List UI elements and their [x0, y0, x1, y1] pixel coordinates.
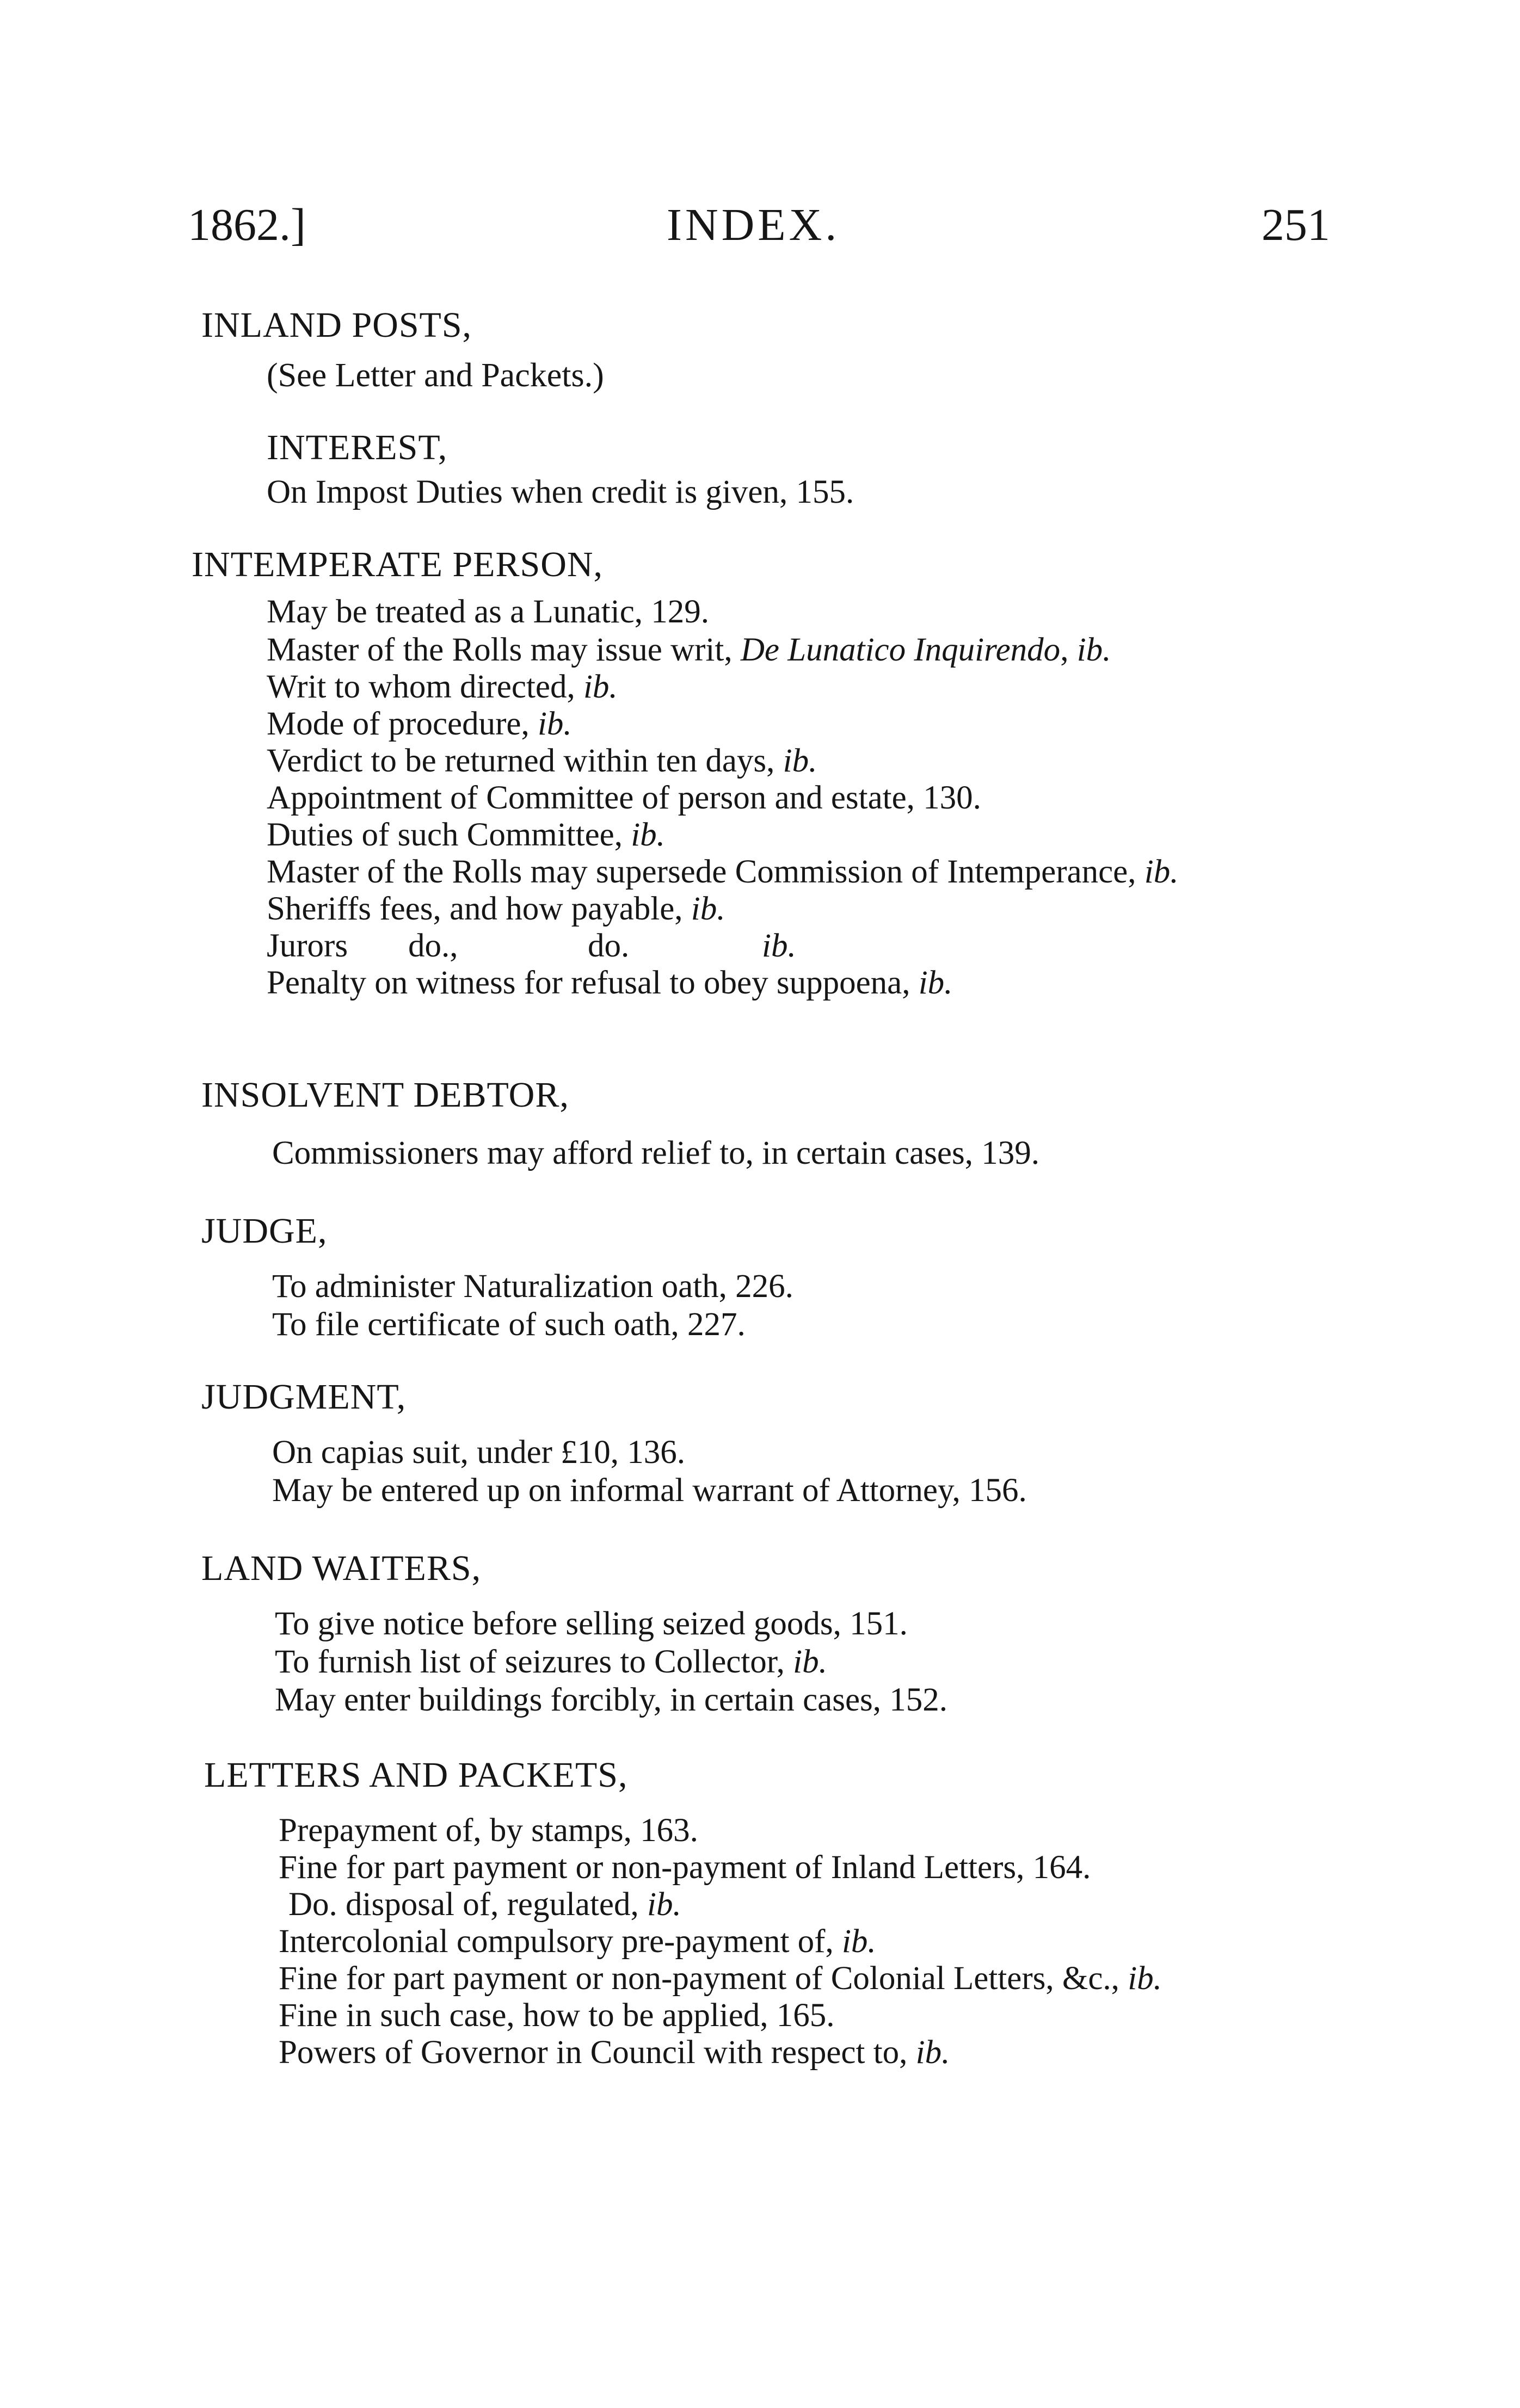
- entry-item: Master of the Rolls may issue writ, De Lunatico Inquirendo, ib.: [267, 632, 1111, 668]
- entry-item: Master of the Rolls may supersede Commission of Intemperance, ib.: [267, 854, 1179, 890]
- jurors-ibid: ib.: [762, 928, 796, 964]
- entry-item: Writ to whom directed, ib.: [267, 669, 618, 705]
- entry-item: Fine for part payment or non-payment of Colonial Letters, &c., ib.: [279, 1960, 1162, 1997]
- page-number: 251: [1261, 200, 1330, 250]
- entry-heading-land-waiters: LAND WAITERS,: [201, 1548, 482, 1588]
- entry-item: On capias suit, under £10, 136.: [272, 1434, 685, 1471]
- entry-heading-judgment: JUDGMENT,: [201, 1377, 407, 1417]
- entry-item: May enter buildings forcibly, in certain cases, 152.: [275, 1682, 948, 1718]
- jurors-ditto-1: do.,: [408, 928, 458, 964]
- entry-heading-interest: INTEREST,: [267, 428, 448, 467]
- entry-item: Mode of procedure, ib.: [267, 706, 572, 742]
- entry-item: Fine in such case, how to be applied, 165.: [279, 1997, 835, 2034]
- jurors-label: Jurors: [267, 928, 348, 964]
- entry-item: To file certificate of such oath, 227.: [272, 1306, 746, 1343]
- entry-item: Verdict to be returned within ten days, ib.: [267, 743, 817, 779]
- entry-item: On Impost Duties when credit is given, 155.: [267, 474, 854, 510]
- entry-item: Commissioners may afford relief to, in certain cases, 139.: [272, 1135, 1039, 1171]
- entry-item: Prepayment of, by stamps, 163.: [279, 1812, 698, 1849]
- entry-heading-judge: JUDGE,: [201, 1211, 328, 1251]
- entry-heading-insolvent-debtor: INSOLVENT DEBTOR,: [201, 1075, 569, 1115]
- header-year: 1862.]: [188, 200, 306, 250]
- entry-item: Appointment of Committee of person and estate, 130.: [267, 780, 981, 816]
- entry-item: Sheriffs fees, and how payable, ib.: [267, 891, 725, 927]
- jurors-ditto-2: do.: [588, 928, 630, 964]
- entry-item: Duties of such Committee, ib.: [267, 817, 665, 853]
- entry-heading-letters-and-packets: LETTERS AND PACKETS,: [204, 1755, 628, 1795]
- entry-item: May be treated as a Lunatic, 129.: [267, 594, 710, 630]
- entry-item: To furnish list of seizures to Collector, ib.: [275, 1644, 827, 1680]
- page-title: INDEX.: [667, 200, 840, 250]
- entry-item: To administer Naturalization oath, 226.: [272, 1268, 793, 1305]
- entry-item: May be entered up on informal warrant of Attorney, 156.: [272, 1472, 1027, 1509]
- entry-heading-inland-posts: INLAND POSTS,: [201, 305, 472, 345]
- entry-item: Intercolonial compulsory pre-payment of, ib.: [279, 1923, 876, 1960]
- see-also-reference: (See Letter and Packets.): [267, 357, 604, 394]
- jurors-row: [267, 927, 796, 965]
- entry-item: Do. disposal of, regulated, ib.: [288, 1886, 681, 1923]
- entry-item: Fine for part payment or non-payment of Inland Letters, 164.: [279, 1849, 1091, 1886]
- entry-heading-intemperate-person: INTEMPERATE PERSON,: [192, 545, 604, 584]
- entry-item: Penalty on witness for refusal to obey suppoena, ib.: [267, 965, 953, 1001]
- entry-item: To give notice before selling seized goods, 151.: [275, 1606, 908, 1642]
- entry-item: Powers of Governor in Council with respect to, ib.: [279, 2034, 950, 2071]
